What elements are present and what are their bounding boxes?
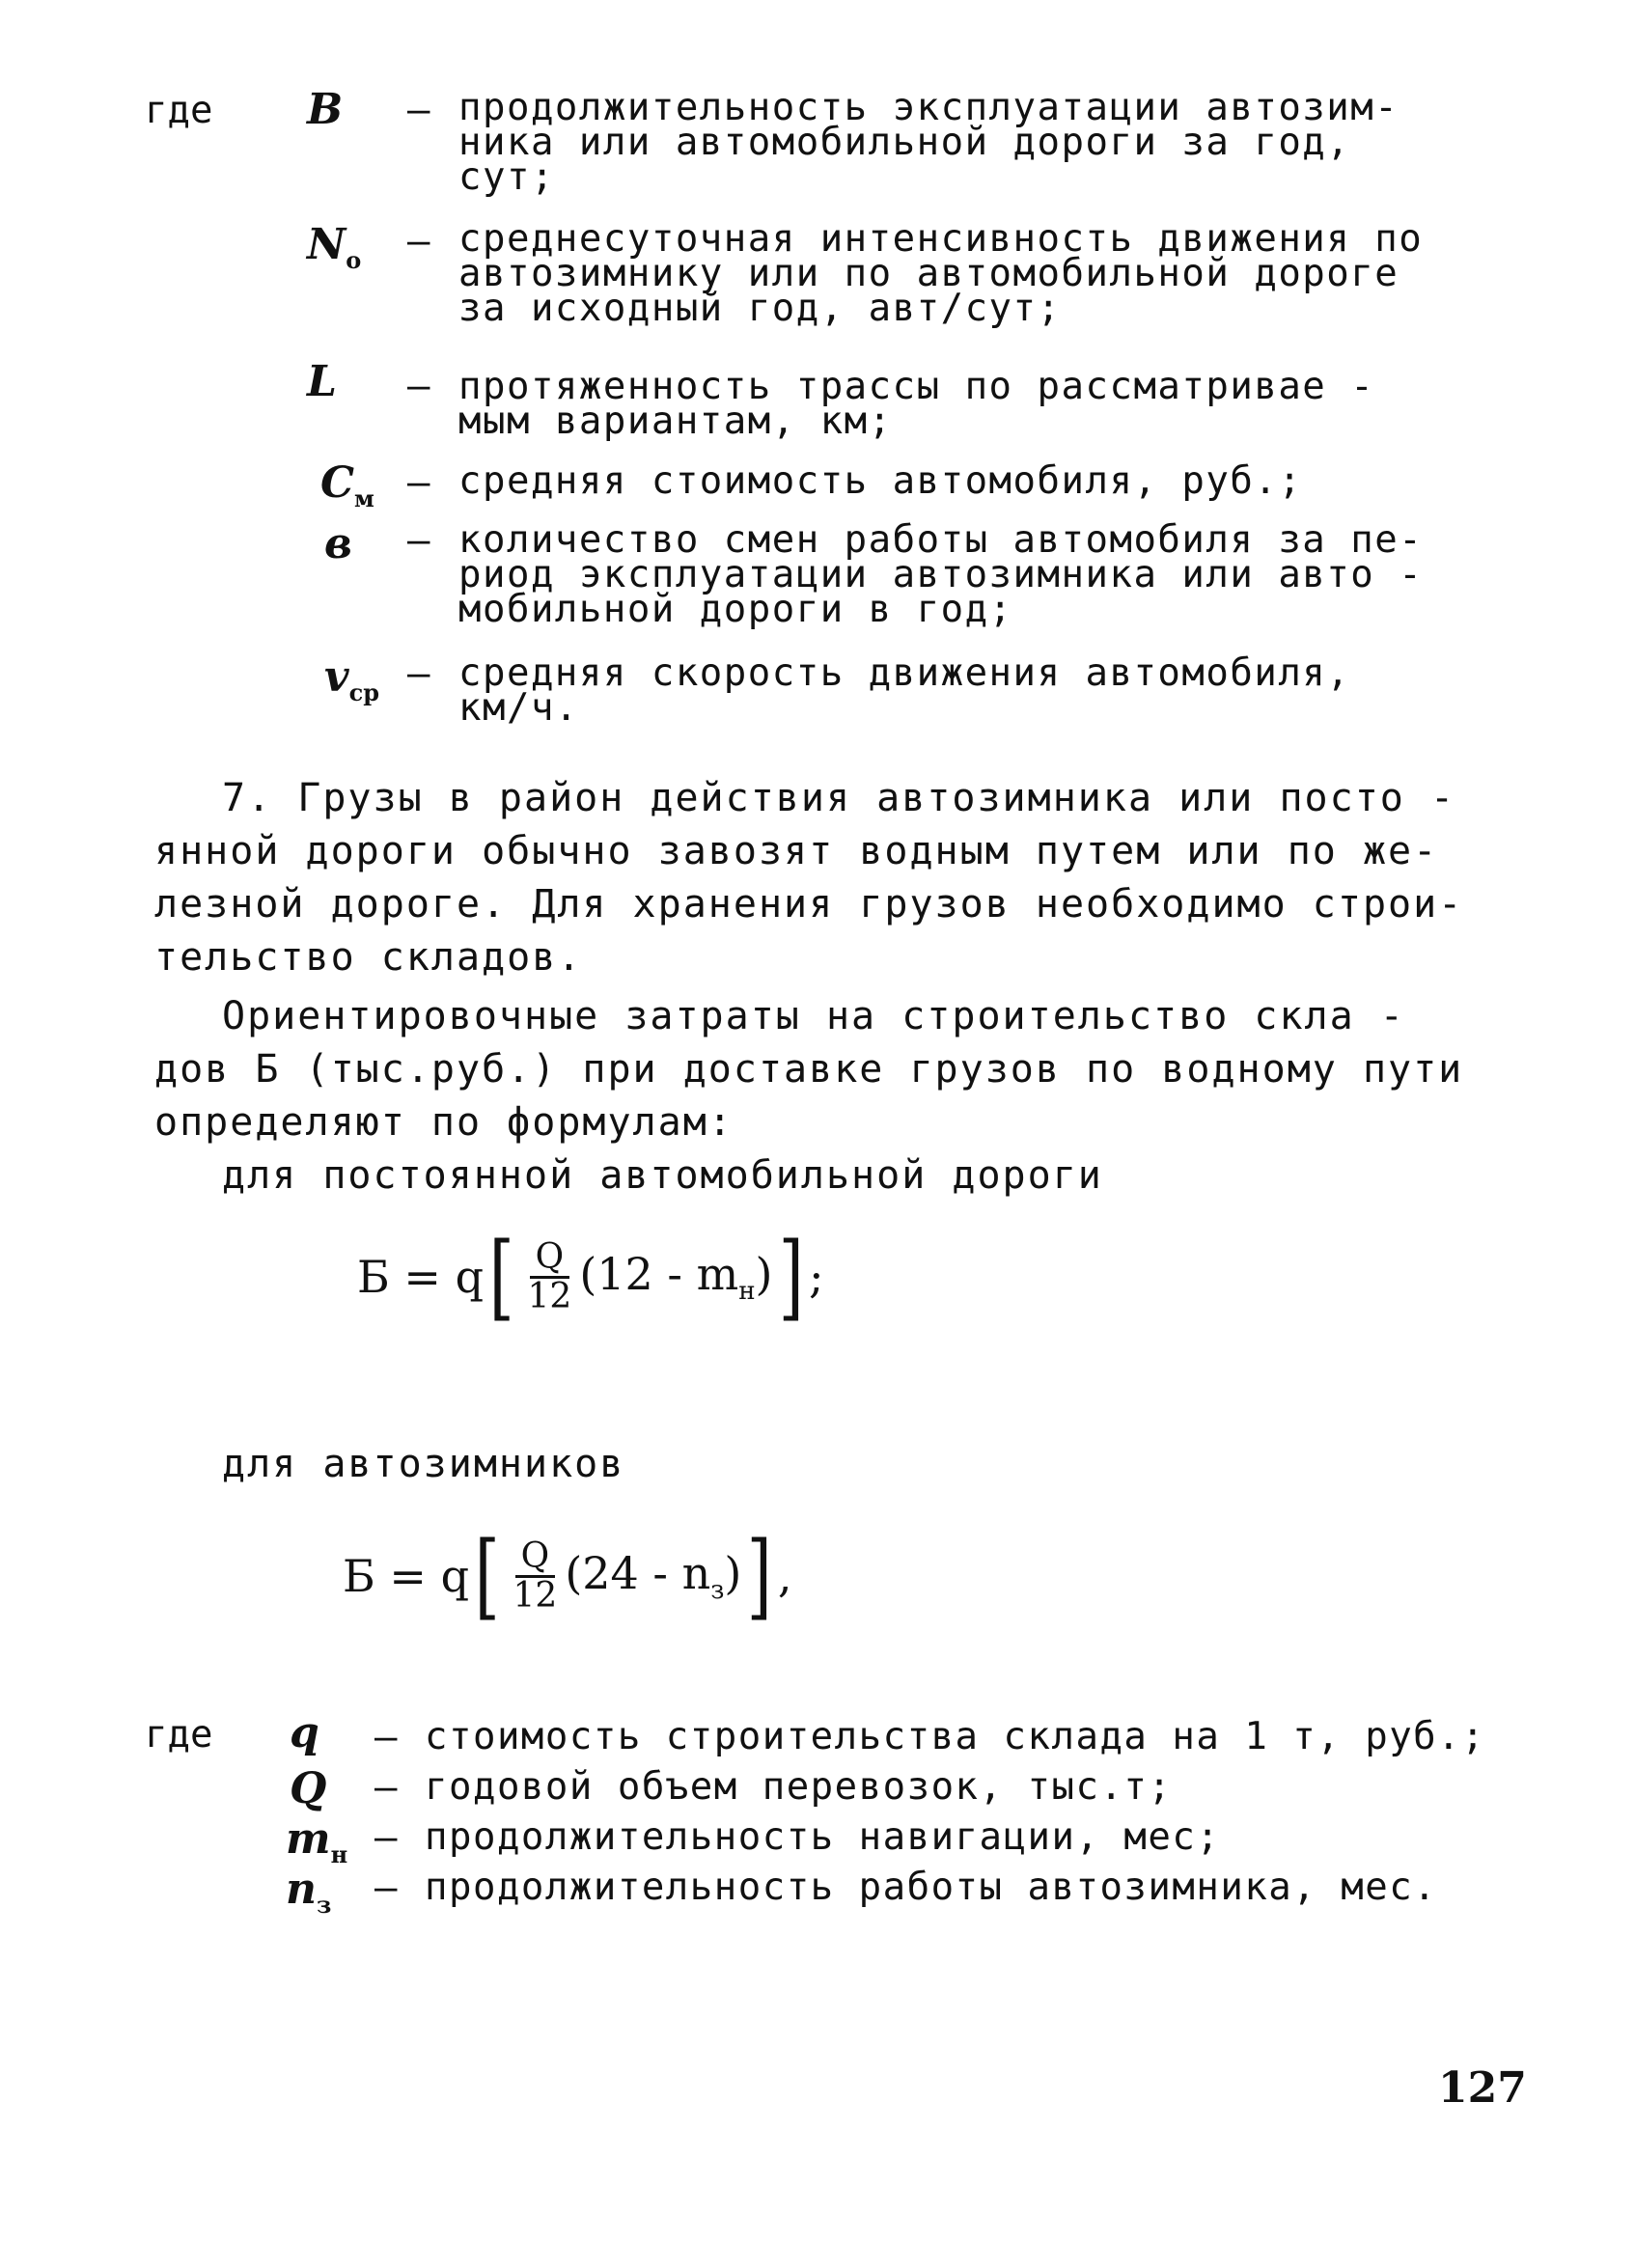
definition-text: продолжительность навигации, мес; [425, 1815, 1221, 1859]
bracket-open: [ [474, 1522, 500, 1630]
symbol-l: L [307, 357, 337, 406]
definition-text: годовой объем перевозок, тыс.т; [425, 1765, 1173, 1809]
symbol-nz: $n_з$ [286, 1865, 332, 1919]
symbol-cm: $С_м$ [320, 458, 374, 512]
numerator: Q [530, 1239, 570, 1279]
denominator: 12 [513, 1575, 558, 1616]
symbol-n0: $N_о$ [307, 220, 362, 274]
parenthesis-term: $(12 - m_н)$ [579, 1247, 773, 1307]
where-label: где [145, 1713, 213, 1756]
where-label: где [145, 89, 213, 132]
dash: – [407, 461, 430, 505]
formula-lhs: Б = q [357, 1251, 485, 1303]
definition-text: продолжительность работы автозимника, мес. [425, 1866, 1438, 1909]
denominator: 12 [527, 1276, 572, 1316]
dash: – [407, 365, 430, 408]
definition-text: протяженность трассы по рассматривае - мым вариантам, км; [458, 365, 1375, 443]
dash: – [407, 519, 430, 563]
formula-permanent-road [357, 1223, 824, 1331]
case-label: для постоянной автомобильной дороги [222, 1153, 1103, 1198]
symbol-Q: Q [290, 1764, 327, 1813]
bracket-close: ] [778, 1223, 804, 1331]
dash: – [374, 1716, 398, 1759]
dash: – [407, 89, 430, 132]
fraction [527, 1236, 572, 1316]
formula-end: ; [808, 1251, 824, 1303]
bracket-open: [ [488, 1223, 514, 1331]
dash: – [407, 220, 430, 263]
definition-text: стоимость строительства склада на 1 т, руб.; [425, 1715, 1486, 1758]
symbol-b: В [307, 85, 344, 134]
definition-text: средняя скорость движения автомобиля, км/ч. [458, 651, 1351, 730]
dash: – [374, 1867, 398, 1910]
definition-text: средняя стоимость автомобиля, руб.; [458, 459, 1303, 503]
body-text [154, 772, 1506, 1203]
formula-lhs: Б = q [343, 1550, 470, 1602]
paragraph: 7. Грузы в район действия автозимника или посто - янной дороги обычно завозят водным путем или по же- лезной дороге. Для хранения грузов необходимо строи- тельство складов. [154, 776, 1464, 980]
parenthesis-term: $(24 - n_з)$ [565, 1546, 742, 1606]
symbol-vsr: $v_{ср}$ [324, 652, 379, 706]
dash: – [374, 1766, 398, 1810]
symbol-q: q [290, 1708, 319, 1757]
numerator: Q [515, 1538, 556, 1578]
dash: – [407, 652, 430, 696]
definition-text: количество смен работы автомобиля за пе- риод эксплуатации автозимника или авто - мобильной дороги в год; [458, 518, 1424, 631]
formula-end: , [777, 1550, 792, 1602]
symbol-mn: $m_н$ [286, 1814, 348, 1868]
symbol-v: в [324, 519, 352, 568]
page-number: 127 [1438, 2063, 1527, 2113]
paragraph: Ориентировочные затраты на строительство скла - дов Б (тыс.руб.) при доставке грузов по водному пути определяют по формулам: [154, 994, 1464, 1145]
fraction [513, 1535, 558, 1616]
dash: – [374, 1816, 398, 1860]
definition-text: продолжительность эксплуатации автозим- ника или автомобильной дороги за год, сут; [458, 86, 1399, 199]
formula-winter-road [343, 1522, 792, 1630]
bracket-close: ] [746, 1522, 773, 1630]
case-label-winter: для автозимников [222, 1442, 625, 1486]
definition-text: среднесуточная интенсивность движения по автозимнику или по автомобильной дороге за исходный год, авт/сут; [458, 217, 1424, 330]
